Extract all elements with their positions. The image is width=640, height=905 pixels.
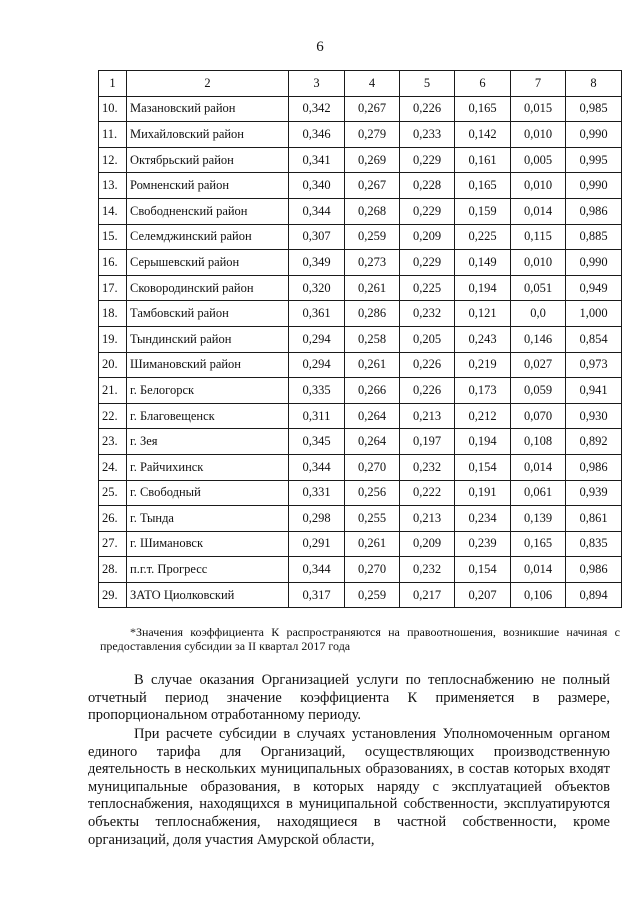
coefficient-value: 0,344 — [289, 557, 345, 583]
coefficient-value: 0,346 — [289, 122, 345, 148]
municipality-name: г. Белогорск — [127, 378, 289, 404]
coefficient-value: 0,256 — [345, 480, 400, 506]
coefficient-value: 0,222 — [400, 480, 455, 506]
body-paragraph: В случае оказания Организацией услуги по теплоснабжению не полный отчетный период значение коэффициента К применяется в размере, пропорциональном отработанному периоду. — [88, 672, 610, 724]
municipality-name: г. Тында — [127, 506, 289, 532]
coefficient-value: 1,000 — [566, 301, 622, 327]
coefficient-value: 0,270 — [345, 557, 400, 583]
row-index: 27. — [99, 531, 127, 557]
coefficient-value: 0,108 — [511, 429, 566, 455]
page-number: 6 — [316, 39, 324, 55]
municipality-name: Михайловский район — [127, 122, 289, 148]
coefficient-value: 0,317 — [289, 582, 345, 608]
coefficient-value: 0,191 — [455, 480, 511, 506]
coefficient-value: 0,973 — [566, 352, 622, 378]
row-index: 13. — [99, 173, 127, 199]
row-index: 20. — [99, 352, 127, 378]
coefficient-value: 0,941 — [566, 378, 622, 404]
table-row — [99, 250, 622, 276]
coefficient-value: 0,939 — [566, 480, 622, 506]
coefficient-value: 0,226 — [400, 96, 455, 122]
coefficient-value: 0,986 — [566, 454, 622, 480]
coefficient-value: 0,005 — [511, 147, 566, 173]
coefficient-table — [98, 70, 622, 608]
municipality-name: г. Зея — [127, 429, 289, 455]
coefficient-value: 0,320 — [289, 275, 345, 301]
coefficient-value: 0,010 — [511, 122, 566, 148]
coefficient-value: 0,159 — [455, 198, 511, 224]
coefficient-value: 0,261 — [345, 531, 400, 557]
municipality-name: п.г.т. Прогресс — [127, 557, 289, 583]
coefficient-value: 0,344 — [289, 454, 345, 480]
coefficient-value: 0,854 — [566, 326, 622, 352]
municipality-name: Мазановский район — [127, 96, 289, 122]
table-row — [99, 480, 622, 506]
coefficient-value: 0,014 — [511, 198, 566, 224]
table-row — [99, 275, 622, 301]
coefficient-value: 0,335 — [289, 378, 345, 404]
coefficient-value: 0,294 — [289, 352, 345, 378]
coefficient-value: 0,266 — [345, 378, 400, 404]
coefficient-value: 0,207 — [455, 582, 511, 608]
coefficient-value: 0,226 — [400, 378, 455, 404]
coefficient-value: 0,229 — [400, 250, 455, 276]
table-row — [99, 326, 622, 352]
coefficient-value: 0,061 — [511, 480, 566, 506]
coefficient-value: 0,986 — [566, 198, 622, 224]
coefficient-value: 0,149 — [455, 250, 511, 276]
coefficient-value: 0,307 — [289, 224, 345, 250]
table-row — [99, 378, 622, 404]
coefficient-value: 0,197 — [400, 429, 455, 455]
municipality-name: Ромненский район — [127, 173, 289, 199]
coefficient-value: 0,261 — [345, 275, 400, 301]
coefficient-value: 0,014 — [511, 557, 566, 583]
row-index: 29. — [99, 582, 127, 608]
row-index: 24. — [99, 454, 127, 480]
coefficient-value: 0,267 — [345, 173, 400, 199]
coefficient-value: 0,142 — [455, 122, 511, 148]
coefficient-value: 0,010 — [511, 250, 566, 276]
row-index: 19. — [99, 326, 127, 352]
row-index: 21. — [99, 378, 127, 404]
coefficient-value: 0,298 — [289, 506, 345, 532]
municipality-name: Шимановский район — [127, 352, 289, 378]
municipality-name: Свободненский район — [127, 198, 289, 224]
coefficient-value: 0,106 — [511, 582, 566, 608]
coefficient-value: 0,232 — [400, 557, 455, 583]
row-index: 23. — [99, 429, 127, 455]
municipality-name: Серышевский район — [127, 250, 289, 276]
row-index: 28. — [99, 557, 127, 583]
coefficient-value: 0,349 — [289, 250, 345, 276]
coefficient-value: 0,949 — [566, 275, 622, 301]
coefficient-value: 0,243 — [455, 326, 511, 352]
table-row — [99, 147, 622, 173]
coefficient-value: 0,341 — [289, 147, 345, 173]
coefficient-value: 0,0 — [511, 301, 566, 327]
coefficient-value: 0,228 — [400, 173, 455, 199]
coefficient-value: 0,986 — [566, 557, 622, 583]
coefficient-value: 0,930 — [566, 403, 622, 429]
header-cell: 5 — [400, 71, 455, 97]
coefficient-value: 0,259 — [345, 582, 400, 608]
coefficient-value: 0,115 — [511, 224, 566, 250]
coefficient-value: 0,209 — [400, 531, 455, 557]
coefficient-value: 0,139 — [511, 506, 566, 532]
municipality-name: г. Свободный — [127, 480, 289, 506]
header-cell: 8 — [566, 71, 622, 97]
coefficient-value: 0,209 — [400, 224, 455, 250]
table-row — [99, 96, 622, 122]
coefficient-value: 0,255 — [345, 506, 400, 532]
row-index: 18. — [99, 301, 127, 327]
table-row — [99, 173, 622, 199]
coefficient-value: 0,267 — [345, 96, 400, 122]
coefficient-value: 0,219 — [455, 352, 511, 378]
coefficient-value: 0,264 — [345, 403, 400, 429]
coefficient-value: 0,261 — [345, 352, 400, 378]
coefficient-value: 0,226 — [400, 352, 455, 378]
table-row — [99, 506, 622, 532]
coefficient-value: 0,311 — [289, 403, 345, 429]
municipality-name: г. Благовещенск — [127, 403, 289, 429]
row-index: 22. — [99, 403, 127, 429]
row-index: 14. — [99, 198, 127, 224]
row-index: 17. — [99, 275, 127, 301]
row-index: 12. — [99, 147, 127, 173]
table-row — [99, 224, 622, 250]
coefficient-value: 0,173 — [455, 378, 511, 404]
coefficient-value: 0,268 — [345, 198, 400, 224]
coefficient-value: 0,239 — [455, 531, 511, 557]
table-row — [99, 582, 622, 608]
coefficient-value: 0,154 — [455, 454, 511, 480]
coefficient-value: 0,340 — [289, 173, 345, 199]
table-row — [99, 198, 622, 224]
coefficient-value: 0,885 — [566, 224, 622, 250]
coefficient-value: 0,264 — [345, 429, 400, 455]
coefficient-value: 0,015 — [511, 96, 566, 122]
header-cell: 4 — [345, 71, 400, 97]
header-cell: 2 — [127, 71, 289, 97]
coefficient-value: 0,059 — [511, 378, 566, 404]
coefficient-value: 0,990 — [566, 122, 622, 148]
table-row — [99, 403, 622, 429]
coefficient-value: 0,345 — [289, 429, 345, 455]
coefficient-value: 0,205 — [400, 326, 455, 352]
municipality-name: Тамбовский район — [127, 301, 289, 327]
table-row — [99, 301, 622, 327]
coefficient-value: 0,165 — [455, 96, 511, 122]
municipality-name: Селемджинский район — [127, 224, 289, 250]
coefficient-value: 0,269 — [345, 147, 400, 173]
coefficient-value: 0,861 — [566, 506, 622, 532]
coefficient-value: 0,014 — [511, 454, 566, 480]
coefficient-value: 0,232 — [400, 301, 455, 327]
coefficient-value: 0,835 — [566, 531, 622, 557]
coefficient-value: 0,225 — [400, 275, 455, 301]
coefficient-value: 0,286 — [345, 301, 400, 327]
row-index: 26. — [99, 506, 127, 532]
table-row — [99, 557, 622, 583]
table-row — [99, 429, 622, 455]
coefficient-value: 0,213 — [400, 403, 455, 429]
municipality-name: Октябрьский район — [127, 147, 289, 173]
coefficient-value: 0,051 — [511, 275, 566, 301]
coefficient-value: 0,279 — [345, 122, 400, 148]
municipality-name: г. Райчихинск — [127, 454, 289, 480]
coefficient-value: 0,233 — [400, 122, 455, 148]
coefficient-value: 0,232 — [400, 454, 455, 480]
coefficient-value: 0,146 — [511, 326, 566, 352]
municipality-name: Сковородинский район — [127, 275, 289, 301]
coefficient-value: 0,294 — [289, 326, 345, 352]
municipality-name: г. Шимановск — [127, 531, 289, 557]
coefficient-value: 0,212 — [455, 403, 511, 429]
header-cell: 3 — [289, 71, 345, 97]
coefficient-value: 0,154 — [455, 557, 511, 583]
municipality-name: ЗАТО Циолковский — [127, 582, 289, 608]
coefficient-value: 0,892 — [566, 429, 622, 455]
table-row — [99, 531, 622, 557]
coefficient-value: 0,161 — [455, 147, 511, 173]
coefficient-value: 0,229 — [400, 198, 455, 224]
coefficient-value: 0,070 — [511, 403, 566, 429]
coefficient-value: 0,291 — [289, 531, 345, 557]
row-index: 15. — [99, 224, 127, 250]
coefficient-value: 0,273 — [345, 250, 400, 276]
coefficient-value: 0,213 — [400, 506, 455, 532]
coefficient-value: 0,270 — [345, 454, 400, 480]
row-index: 16. — [99, 250, 127, 276]
row-index: 11. — [99, 122, 127, 148]
coefficient-value: 0,194 — [455, 429, 511, 455]
table-row — [99, 122, 622, 148]
coefficient-value: 0,258 — [345, 326, 400, 352]
table-footnote: *Значения коэффициента К распространяются на правоотношения, возникшие начиная с предоставления субсидии за II квартал 2017 года — [100, 625, 620, 653]
coefficient-value: 0,990 — [566, 173, 622, 199]
coefficient-value: 0,344 — [289, 198, 345, 224]
municipality-name: Тындинский район — [127, 326, 289, 352]
coefficient-value: 0,342 — [289, 96, 345, 122]
coefficient-value: 0,121 — [455, 301, 511, 327]
table-row — [99, 352, 622, 378]
coefficient-value: 0,229 — [400, 147, 455, 173]
coefficient-value: 0,894 — [566, 582, 622, 608]
coefficient-value: 0,234 — [455, 506, 511, 532]
table-header-row — [99, 71, 622, 97]
coefficient-value: 0,985 — [566, 96, 622, 122]
coefficient-value: 0,217 — [400, 582, 455, 608]
row-index: 25. — [99, 480, 127, 506]
coefficient-value: 0,225 — [455, 224, 511, 250]
table-row — [99, 454, 622, 480]
coefficient-value: 0,995 — [566, 147, 622, 173]
coefficient-value: 0,361 — [289, 301, 345, 327]
coefficient-value: 0,165 — [511, 531, 566, 557]
coefficient-value: 0,010 — [511, 173, 566, 199]
coefficient-value: 0,027 — [511, 352, 566, 378]
coefficient-value: 0,165 — [455, 173, 511, 199]
coefficient-value: 0,194 — [455, 275, 511, 301]
coefficient-value: 0,331 — [289, 480, 345, 506]
coefficient-value: 0,990 — [566, 250, 622, 276]
coefficient-value: 0,259 — [345, 224, 400, 250]
header-cell: 7 — [511, 71, 566, 97]
body-paragraph: При расчете субсидии в случаях установления Уполномоченным органом единого тарифа для Организаций, осуществляющих производственную деятельность в нескольких муниципальных образованиях, в состав которых входят муниципальные образования, в которых наряду с эксплуатацией объектов теплоснабжения, находящихся в муниципальной собственности, эксплуатируются объекты теплоснабжения, находящиеся в частной собственности, кроме организаций, доля участия Амурской области, — [88, 726, 610, 848]
header-cell: 1 — [99, 71, 127, 97]
header-cell: 6 — [455, 71, 511, 97]
row-index: 10. — [99, 96, 127, 122]
